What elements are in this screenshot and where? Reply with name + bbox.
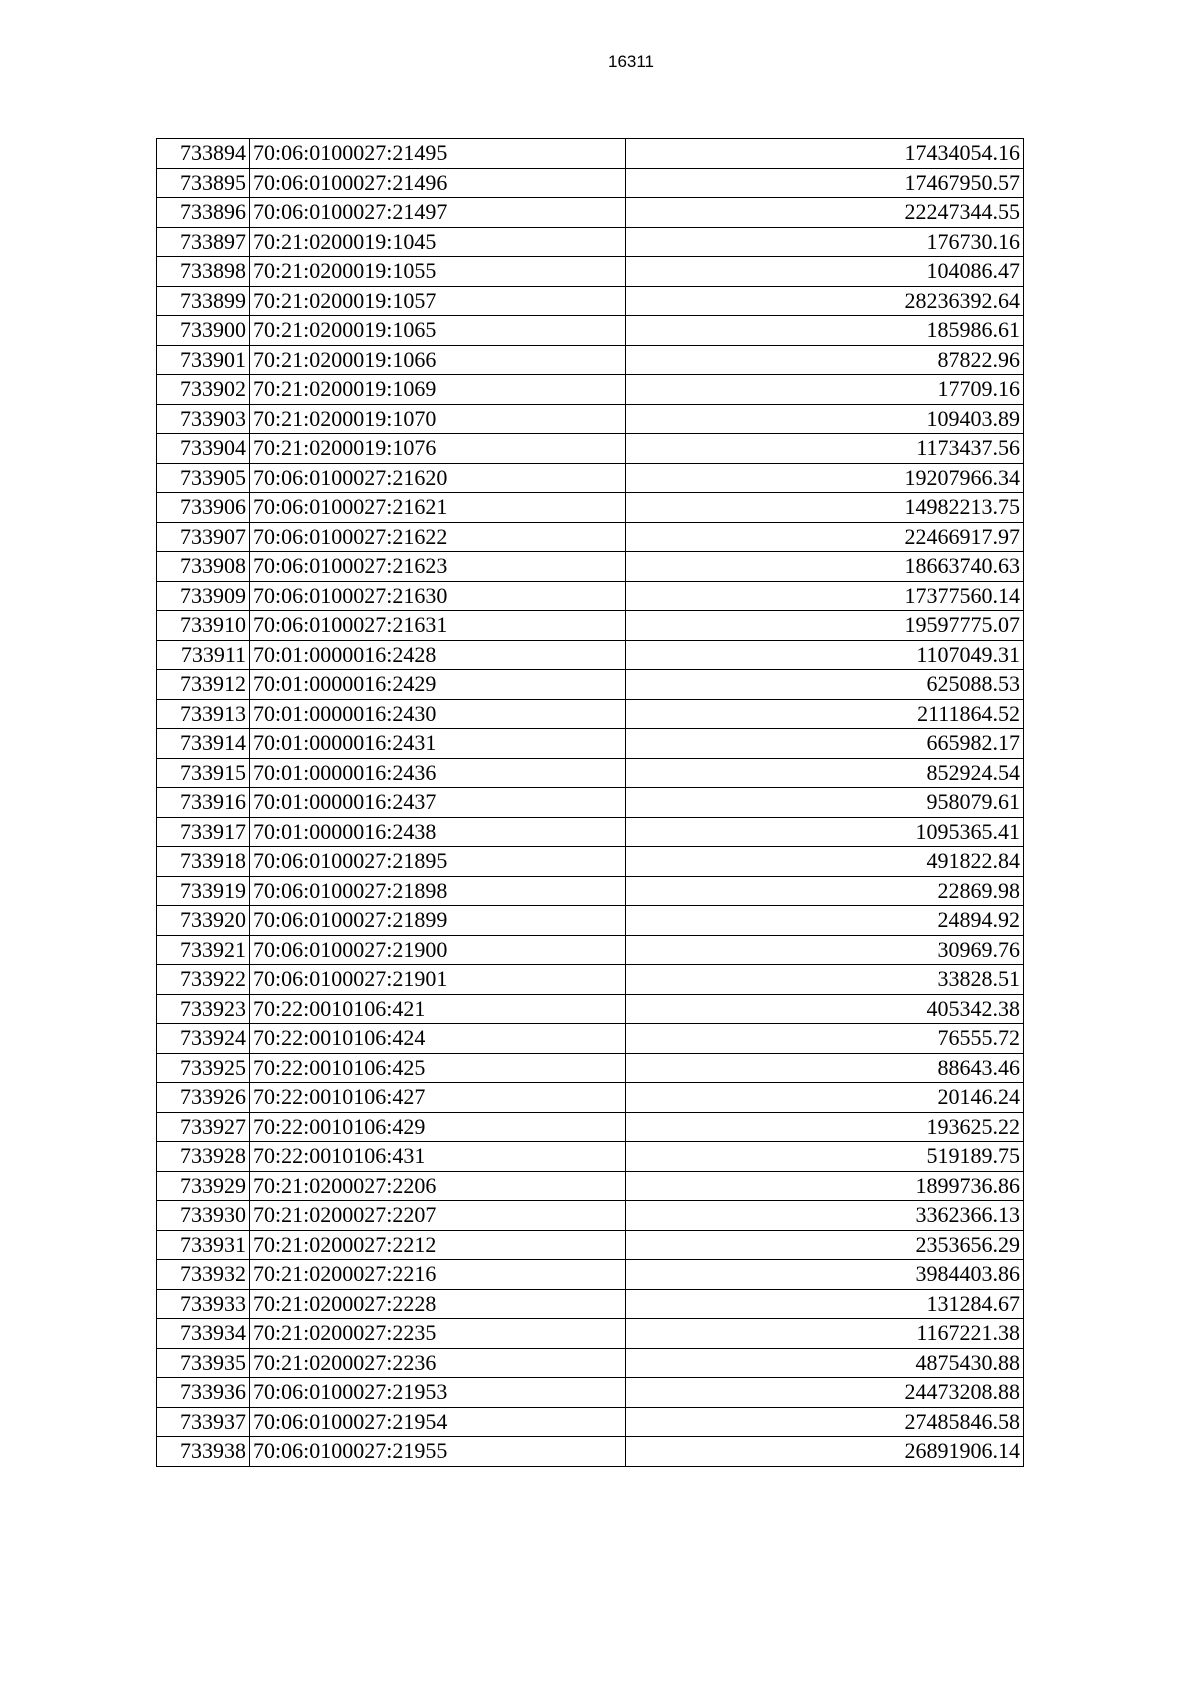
row-id-cell: 733907 xyxy=(157,522,250,552)
row-id-cell: 733905 xyxy=(157,463,250,493)
row-id-cell: 733921 xyxy=(157,935,250,965)
row-id-cell: 733922 xyxy=(157,965,250,995)
value-cell: 625088.53 xyxy=(626,670,1024,700)
cadastral-number-cell: 70:06:0100027:21630 xyxy=(250,581,626,611)
table-row xyxy=(157,1289,1024,1319)
row-id-cell: 733903 xyxy=(157,404,250,434)
row-id-cell: 733913 xyxy=(157,699,250,729)
cadastral-number-cell: 70:06:0100027:21495 xyxy=(250,139,626,169)
row-id-cell: 733933 xyxy=(157,1289,250,1319)
value-cell: 491822.84 xyxy=(626,847,1024,877)
row-id-cell: 733909 xyxy=(157,581,250,611)
value-cell: 519189.75 xyxy=(626,1142,1024,1172)
table-row xyxy=(157,670,1024,700)
cadastral-number-cell: 70:21:0200019:1066 xyxy=(250,345,626,375)
row-id-cell: 733910 xyxy=(157,611,250,641)
table-row xyxy=(157,168,1024,198)
table-row xyxy=(157,1083,1024,1113)
row-id-cell: 733894 xyxy=(157,139,250,169)
page-number: 16311 xyxy=(607,52,654,71)
row-id-cell: 733901 xyxy=(157,345,250,375)
table-row xyxy=(157,935,1024,965)
table-row xyxy=(157,965,1024,995)
row-id-cell: 733924 xyxy=(157,1024,250,1054)
cadastral-number-cell: 70:01:0000016:2438 xyxy=(250,817,626,847)
value-cell: 3984403.86 xyxy=(626,1260,1024,1290)
table-row xyxy=(157,552,1024,582)
value-cell: 24894.92 xyxy=(626,906,1024,936)
value-cell: 2111864.52 xyxy=(626,699,1024,729)
cadastral-number-cell: 70:06:0100027:21620 xyxy=(250,463,626,493)
value-cell: 19207966.34 xyxy=(626,463,1024,493)
table-row xyxy=(157,906,1024,936)
value-cell: 4875430.88 xyxy=(626,1348,1024,1378)
table-row xyxy=(157,493,1024,523)
cadastral-number-cell: 70:06:0100027:21497 xyxy=(250,198,626,228)
value-cell: 30969.76 xyxy=(626,935,1024,965)
table-row xyxy=(157,227,1024,257)
row-id-cell: 733930 xyxy=(157,1201,250,1231)
cadastral-number-cell: 70:21:0200027:2206 xyxy=(250,1171,626,1201)
table-row xyxy=(157,434,1024,464)
row-id-cell: 733917 xyxy=(157,817,250,847)
table-row xyxy=(157,198,1024,228)
row-id-cell: 733936 xyxy=(157,1378,250,1408)
cadastral-number-cell: 70:21:0200027:2212 xyxy=(250,1230,626,1260)
cadastral-number-cell: 70:01:0000016:2436 xyxy=(250,758,626,788)
table-row xyxy=(157,1260,1024,1290)
cadastral-number-cell: 70:21:0200019:1076 xyxy=(250,434,626,464)
cadastral-number-cell: 70:21:0200019:1055 xyxy=(250,257,626,287)
row-id-cell: 733900 xyxy=(157,316,250,346)
cadastral-number-cell: 70:06:0100027:21895 xyxy=(250,847,626,877)
row-id-cell: 733902 xyxy=(157,375,250,405)
cadastral-number-cell: 70:01:0000016:2430 xyxy=(250,699,626,729)
value-cell: 176730.16 xyxy=(626,227,1024,257)
table-row xyxy=(157,729,1024,759)
cadastral-number-cell: 70:21:0200019:1070 xyxy=(250,404,626,434)
table-row xyxy=(157,463,1024,493)
value-cell: 1107049.31 xyxy=(626,640,1024,670)
value-cell: 17377560.14 xyxy=(626,581,1024,611)
row-id-cell: 733932 xyxy=(157,1260,250,1290)
value-cell: 1167221.38 xyxy=(626,1319,1024,1349)
value-cell: 14982213.75 xyxy=(626,493,1024,523)
value-cell: 17434054.16 xyxy=(626,139,1024,169)
value-cell: 87822.96 xyxy=(626,345,1024,375)
value-cell: 22466917.97 xyxy=(626,522,1024,552)
table-row xyxy=(157,788,1024,818)
row-id-cell: 733925 xyxy=(157,1053,250,1083)
cadastral-number-cell: 70:06:0100027:21953 xyxy=(250,1378,626,1408)
row-id-cell: 733908 xyxy=(157,552,250,582)
row-id-cell: 733912 xyxy=(157,670,250,700)
table-row xyxy=(157,699,1024,729)
table-row xyxy=(157,375,1024,405)
cadastral-number-cell: 70:21:0200019:1045 xyxy=(250,227,626,257)
row-id-cell: 733895 xyxy=(157,168,250,198)
row-id-cell: 733916 xyxy=(157,788,250,818)
value-cell: 28236392.64 xyxy=(626,286,1024,316)
table-row xyxy=(157,286,1024,316)
table-row xyxy=(157,1112,1024,1142)
table-row xyxy=(157,1201,1024,1231)
value-cell: 185986.61 xyxy=(626,316,1024,346)
table-row xyxy=(157,1053,1024,1083)
value-cell: 33828.51 xyxy=(626,965,1024,995)
row-id-cell: 733929 xyxy=(157,1171,250,1201)
table-row xyxy=(157,994,1024,1024)
cadastral-number-cell: 70:21:0200019:1065 xyxy=(250,316,626,346)
cadastral-number-cell: 70:06:0100027:21899 xyxy=(250,906,626,936)
cadastral-number-cell: 70:01:0000016:2437 xyxy=(250,788,626,818)
cadastral-number-cell: 70:01:0000016:2429 xyxy=(250,670,626,700)
value-cell: 131284.67 xyxy=(626,1289,1024,1319)
table-row xyxy=(157,404,1024,434)
value-cell: 20146.24 xyxy=(626,1083,1024,1113)
row-id-cell: 733896 xyxy=(157,198,250,228)
row-id-cell: 733927 xyxy=(157,1112,250,1142)
table-row xyxy=(157,139,1024,169)
cadastral-number-cell: 70:06:0100027:21955 xyxy=(250,1437,626,1467)
cadastral-number-cell: 70:21:0200027:2235 xyxy=(250,1319,626,1349)
data-table xyxy=(156,138,1024,1467)
value-cell: 22247344.55 xyxy=(626,198,1024,228)
table-row xyxy=(157,1230,1024,1260)
value-cell: 1095365.41 xyxy=(626,817,1024,847)
cadastral-number-cell: 70:21:0200027:2216 xyxy=(250,1260,626,1290)
cadastral-number-cell: 70:21:0200027:2207 xyxy=(250,1201,626,1231)
table-row xyxy=(157,817,1024,847)
table-row xyxy=(157,581,1024,611)
row-id-cell: 733914 xyxy=(157,729,250,759)
value-cell: 88643.46 xyxy=(626,1053,1024,1083)
row-id-cell: 733937 xyxy=(157,1407,250,1437)
table-row xyxy=(157,257,1024,287)
cadastral-number-cell: 70:01:0000016:2428 xyxy=(250,640,626,670)
table-row xyxy=(157,1407,1024,1437)
value-cell: 27485846.58 xyxy=(626,1407,1024,1437)
row-id-cell: 733919 xyxy=(157,876,250,906)
table-row xyxy=(157,1142,1024,1172)
value-cell: 19597775.07 xyxy=(626,611,1024,641)
value-cell: 17709.16 xyxy=(626,375,1024,405)
table-row xyxy=(157,611,1024,641)
value-cell: 18663740.63 xyxy=(626,552,1024,582)
table-row xyxy=(157,1378,1024,1408)
value-cell: 852924.54 xyxy=(626,758,1024,788)
value-cell: 3362366.13 xyxy=(626,1201,1024,1231)
row-id-cell: 733934 xyxy=(157,1319,250,1349)
table-body xyxy=(157,139,1024,1467)
cadastral-number-cell: 70:06:0100027:21954 xyxy=(250,1407,626,1437)
value-cell: 76555.72 xyxy=(626,1024,1024,1054)
cadastral-number-cell: 70:06:0100027:21496 xyxy=(250,168,626,198)
cadastral-number-cell: 70:21:0200019:1069 xyxy=(250,375,626,405)
row-id-cell: 733898 xyxy=(157,257,250,287)
cadastral-number-cell: 70:06:0100027:21622 xyxy=(250,522,626,552)
cadastral-number-cell: 70:21:0200027:2236 xyxy=(250,1348,626,1378)
table-row xyxy=(157,847,1024,877)
row-id-cell: 733906 xyxy=(157,493,250,523)
table-row xyxy=(157,1437,1024,1467)
row-id-cell: 733904 xyxy=(157,434,250,464)
row-id-cell: 733935 xyxy=(157,1348,250,1378)
value-cell: 1173437.56 xyxy=(626,434,1024,464)
cadastral-number-cell: 70:22:0010106:431 xyxy=(250,1142,626,1172)
table-row xyxy=(157,1348,1024,1378)
value-cell: 665982.17 xyxy=(626,729,1024,759)
value-cell: 26891906.14 xyxy=(626,1437,1024,1467)
cadastral-number-cell: 70:22:0010106:429 xyxy=(250,1112,626,1142)
row-id-cell: 733923 xyxy=(157,994,250,1024)
table-row xyxy=(157,640,1024,670)
cadastral-number-cell: 70:06:0100027:21900 xyxy=(250,935,626,965)
value-cell: 958079.61 xyxy=(626,788,1024,818)
value-cell: 405342.38 xyxy=(626,994,1024,1024)
row-id-cell: 733920 xyxy=(157,906,250,936)
table-row xyxy=(157,1319,1024,1349)
cadastral-number-cell: 70:06:0100027:21901 xyxy=(250,965,626,995)
cadastral-number-cell: 70:06:0100027:21631 xyxy=(250,611,626,641)
table-row xyxy=(157,1024,1024,1054)
value-cell: 24473208.88 xyxy=(626,1378,1024,1408)
table-row xyxy=(157,758,1024,788)
table-row xyxy=(157,1171,1024,1201)
cadastral-number-cell: 70:06:0100027:21623 xyxy=(250,552,626,582)
table-row xyxy=(157,345,1024,375)
cadastral-number-cell: 70:01:0000016:2431 xyxy=(250,729,626,759)
row-id-cell: 733938 xyxy=(157,1437,250,1467)
table-row xyxy=(157,316,1024,346)
cadastral-number-cell: 70:21:0200019:1057 xyxy=(250,286,626,316)
row-id-cell: 733897 xyxy=(157,227,250,257)
row-id-cell: 733911 xyxy=(157,640,250,670)
value-cell: 17467950.57 xyxy=(626,168,1024,198)
value-cell: 109403.89 xyxy=(626,404,1024,434)
row-id-cell: 733926 xyxy=(157,1083,250,1113)
cadastral-number-cell: 70:06:0100027:21898 xyxy=(250,876,626,906)
table-row xyxy=(157,876,1024,906)
value-cell: 104086.47 xyxy=(626,257,1024,287)
value-cell: 193625.22 xyxy=(626,1112,1024,1142)
row-id-cell: 733899 xyxy=(157,286,250,316)
cadastral-number-cell: 70:06:0100027:21621 xyxy=(250,493,626,523)
row-id-cell: 733915 xyxy=(157,758,250,788)
cadastral-number-cell: 70:22:0010106:424 xyxy=(250,1024,626,1054)
cadastral-number-cell: 70:22:0010106:421 xyxy=(250,994,626,1024)
row-id-cell: 733931 xyxy=(157,1230,250,1260)
table-row xyxy=(157,522,1024,552)
cadastral-number-cell: 70:21:0200027:2228 xyxy=(250,1289,626,1319)
value-cell: 2353656.29 xyxy=(626,1230,1024,1260)
value-cell: 1899736.86 xyxy=(626,1171,1024,1201)
cadastral-number-cell: 70:22:0010106:425 xyxy=(250,1053,626,1083)
row-id-cell: 733918 xyxy=(157,847,250,877)
row-id-cell: 733928 xyxy=(157,1142,250,1172)
value-cell: 22869.98 xyxy=(626,876,1024,906)
cadastral-number-cell: 70:22:0010106:427 xyxy=(250,1083,626,1113)
